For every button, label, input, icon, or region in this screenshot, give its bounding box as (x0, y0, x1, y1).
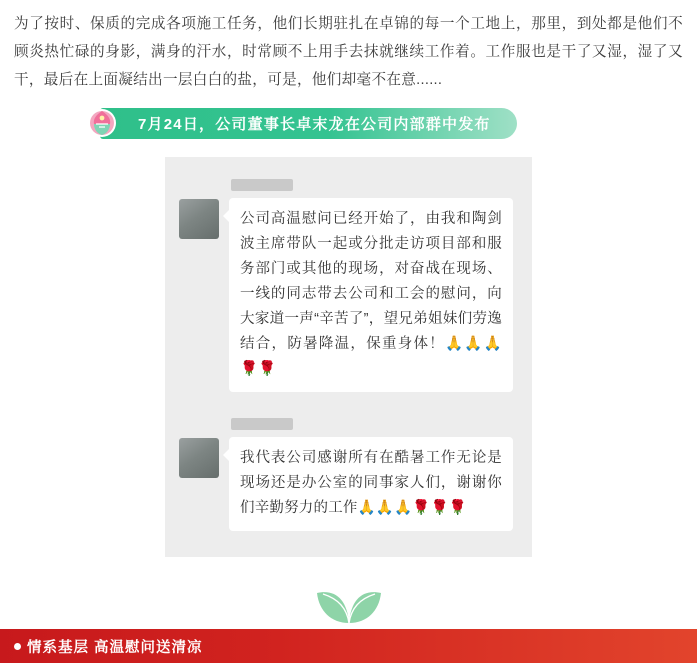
banner-bar (100, 108, 517, 139)
banner-title: 7月24日，公司董事长卓末龙在公司内部群中发布 (138, 116, 491, 133)
message-emoji: 🙏🙏🙏🌹🌹 (240, 336, 502, 377)
chat-message (179, 179, 518, 392)
section-banner (0, 108, 697, 139)
message-bubble (229, 198, 513, 392)
leaf-decoration (0, 579, 697, 630)
footer-bar (0, 629, 697, 663)
chat-message (179, 418, 518, 531)
message-emoji: 🙏🙏🙏🌹🌹🌹 (357, 500, 468, 516)
message-text: 我代表公司感谢所有在酷暑工作无论是现场还是办公室的同事家人们，谢谢你们辛勤努力的工作 (240, 450, 502, 516)
sender-name-redacted (231, 179, 293, 191)
leaf-icon (313, 579, 385, 630)
flower-badge-icon (82, 103, 122, 143)
intro-paragraph: 为了按时、保质的完成各项施工任务，他们长期驻扎在卓锦的每一个工地上，那里，到处都是他们不顾炎热忙碌的身影，满身的汗水，时常顾不上用手去抹就继续工作着。工作服也是干了又湿，湿了又干，最后在上面凝结出一层白白的盐，可是，他们却毫不在意...... (14, 16, 683, 88)
user-avatar (179, 199, 219, 239)
message-text: 公司高温慰问已经开始了，由我和陶剑波主席带队一起或分批走访项目部和服务部门或其他的现场，对奋战在现场、一线的同志带去公司和工会的慰问，向大家道一声“辛苦了”，望兄弟姐妹们劳逸结合，防暑降温，保重身体！ (240, 211, 502, 352)
sender-name-redacted (231, 418, 293, 430)
footer-text: 情系基层 高温慰问送清凉 (27, 639, 203, 656)
message-bubble (229, 437, 513, 531)
bullet-dot-icon (14, 643, 21, 650)
chat-container (165, 157, 532, 557)
user-avatar (179, 438, 219, 478)
